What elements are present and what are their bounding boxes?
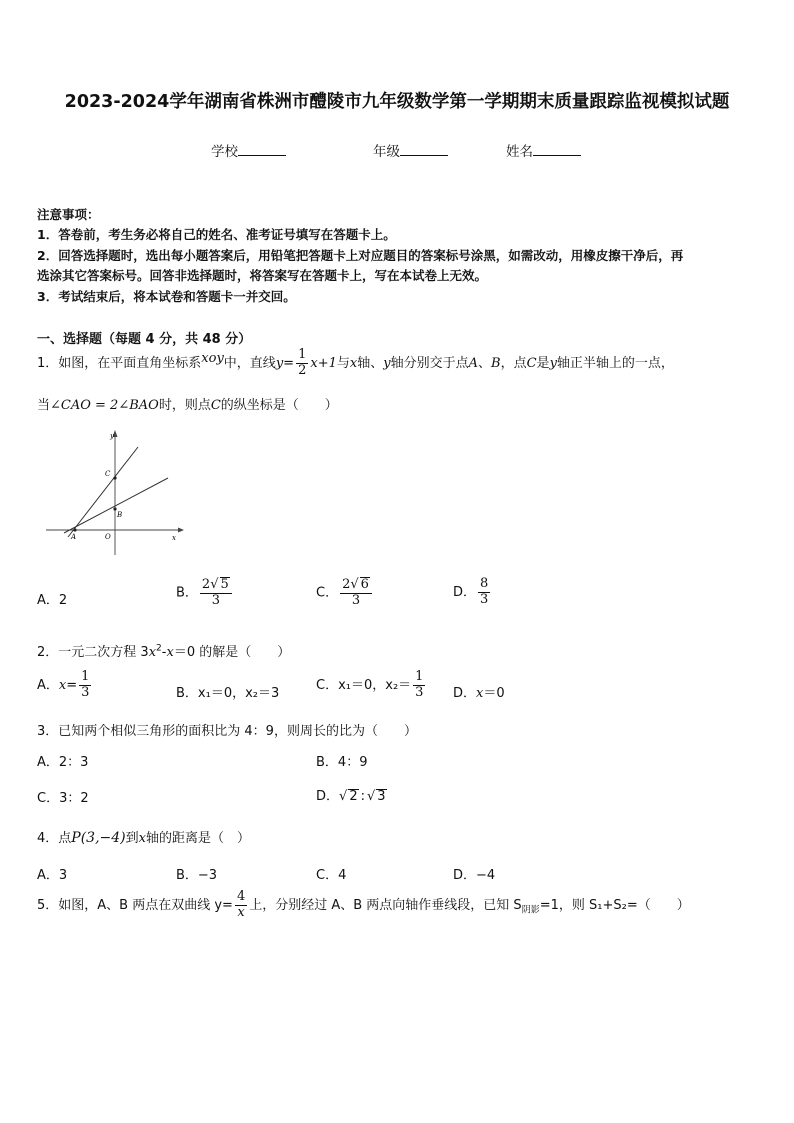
q3-option-d[interactable]: D．√ 2 : √ 3 <box>316 789 386 804</box>
question-3-stem: 3．已知两个相似三角形的面积比为 4：9，则周长的比为（ ） <box>37 724 417 739</box>
question-2-stem: 2．一元二次方程 $3x^2-x=0$ 的解是（ ） <box>37 643 291 660</box>
q4-option-b[interactable]: B．−3 <box>176 868 218 883</box>
q2-option-c[interactable]: C．x₁＝0，x₂＝ $\frac{1}{3}$ <box>316 669 424 700</box>
q4-option-a[interactable]: A．3 <box>37 868 68 883</box>
fraction: $\frac{1}{3}$ <box>415 669 424 700</box>
name-field: 姓名 <box>506 140 581 160</box>
school-blank[interactable] <box>238 143 286 156</box>
notice-item: 2．回答选择题时，选出每小题答案后，用铅笔把答题卡上对应题目的答案标号涂黑，如需改动，用橡皮擦干净后，再 <box>37 248 684 263</box>
q4-option-d[interactable]: D．−4 <box>453 868 496 883</box>
fraction: $\frac{2√ 5}{3}$ <box>200 577 232 609</box>
school-field: 学校 <box>211 140 286 160</box>
fraction: $\frac{2√ 6}{3}$ <box>340 577 372 609</box>
fraction: $\frac{1}{2}$ <box>298 347 307 378</box>
q2-option-d[interactable]: D．x＝0 <box>453 686 505 701</box>
q1-option-d[interactable]: D． $\frac{8}{3}$ <box>453 576 489 607</box>
name-blank[interactable] <box>533 143 581 156</box>
coordinate-figure <box>46 425 186 560</box>
q1-option-b[interactable]: B． $\frac{2√ 5}{3}$ <box>176 577 234 609</box>
q3-option-b[interactable]: B．4：9 <box>316 755 368 770</box>
notice-item: 3．考试结束后，将本试卷和答题卡一并交回。 <box>37 289 296 304</box>
notice-item: 选涂其它答案标号。回答非选择题时，将答案写在答题卡上，写在本试卷上无效。 <box>37 268 488 283</box>
x-axis-arrow <box>178 528 184 533</box>
page-title: 2023-2024学年湖南省株洲市醴陵市九年级数学第一学期期末质量跟踪监视模拟试题 <box>64 92 730 112</box>
q2-option-a[interactable]: A．x= $\frac{1}{3}$ <box>37 669 90 700</box>
label-o: O <box>105 533 111 541</box>
q3-option-c[interactable]: C．3：2 <box>37 791 89 806</box>
label-y: y <box>110 432 114 440</box>
grade-blank[interactable] <box>400 143 448 156</box>
question-4-stem: 4．点P(3,−4)到x轴的距离是（ ） <box>37 830 250 846</box>
label-a: A <box>71 533 77 541</box>
point-c <box>113 476 116 479</box>
grade-field: 年级 <box>373 140 448 160</box>
notice-item: 1．答卷前，考生务必将自己的姓名、准考证号填写在答题卡上。 <box>37 227 396 242</box>
fraction: $\frac{4}{x}$ <box>236 889 246 920</box>
q3-option-a[interactable]: A．2：3 <box>37 755 89 770</box>
q1-option-c[interactable]: C． $\frac{2√ 6}{3}$ <box>316 577 374 609</box>
fraction: $\frac{1}{3}$ <box>81 669 90 700</box>
question-1-line-1: 1．如图，在平面直角坐标系xoy中，直线y= $\frac{1}{2}$ x+1与x轴、y轴分别交于点A、B，点C是y轴正半轴上的一点， <box>37 347 674 378</box>
fraction: $\frac{8}{3}$ <box>480 576 489 607</box>
line-ac <box>68 447 138 537</box>
section-heading: 一、选择题（每题 4 分，共 48 分） <box>37 332 252 347</box>
notice-heading: 注意事项： <box>37 207 100 222</box>
label-x: x <box>172 534 176 542</box>
q4-option-c[interactable]: C．4 <box>316 868 347 883</box>
point-a <box>73 528 76 531</box>
question-1-line-2: 当∠CAO = 2∠BAO时，则点C的纵坐标是（ ） <box>37 398 338 413</box>
q2-option-b[interactable]: B．x₁＝0，x₂＝3 <box>176 686 280 701</box>
q1-option-a[interactable]: A．2 <box>37 593 68 608</box>
label-b: B <box>117 511 123 519</box>
line-ab <box>64 478 168 533</box>
question-5-stem: 5．如图，A、B 两点在双曲线 y= $\frac{4}{x}$ 上，分别经过 A、B 两点向轴作垂线段，已知 $S_{阴影}=1$，则 S₁+S₂=（ ） <box>37 889 690 920</box>
label-c: C <box>105 470 111 478</box>
